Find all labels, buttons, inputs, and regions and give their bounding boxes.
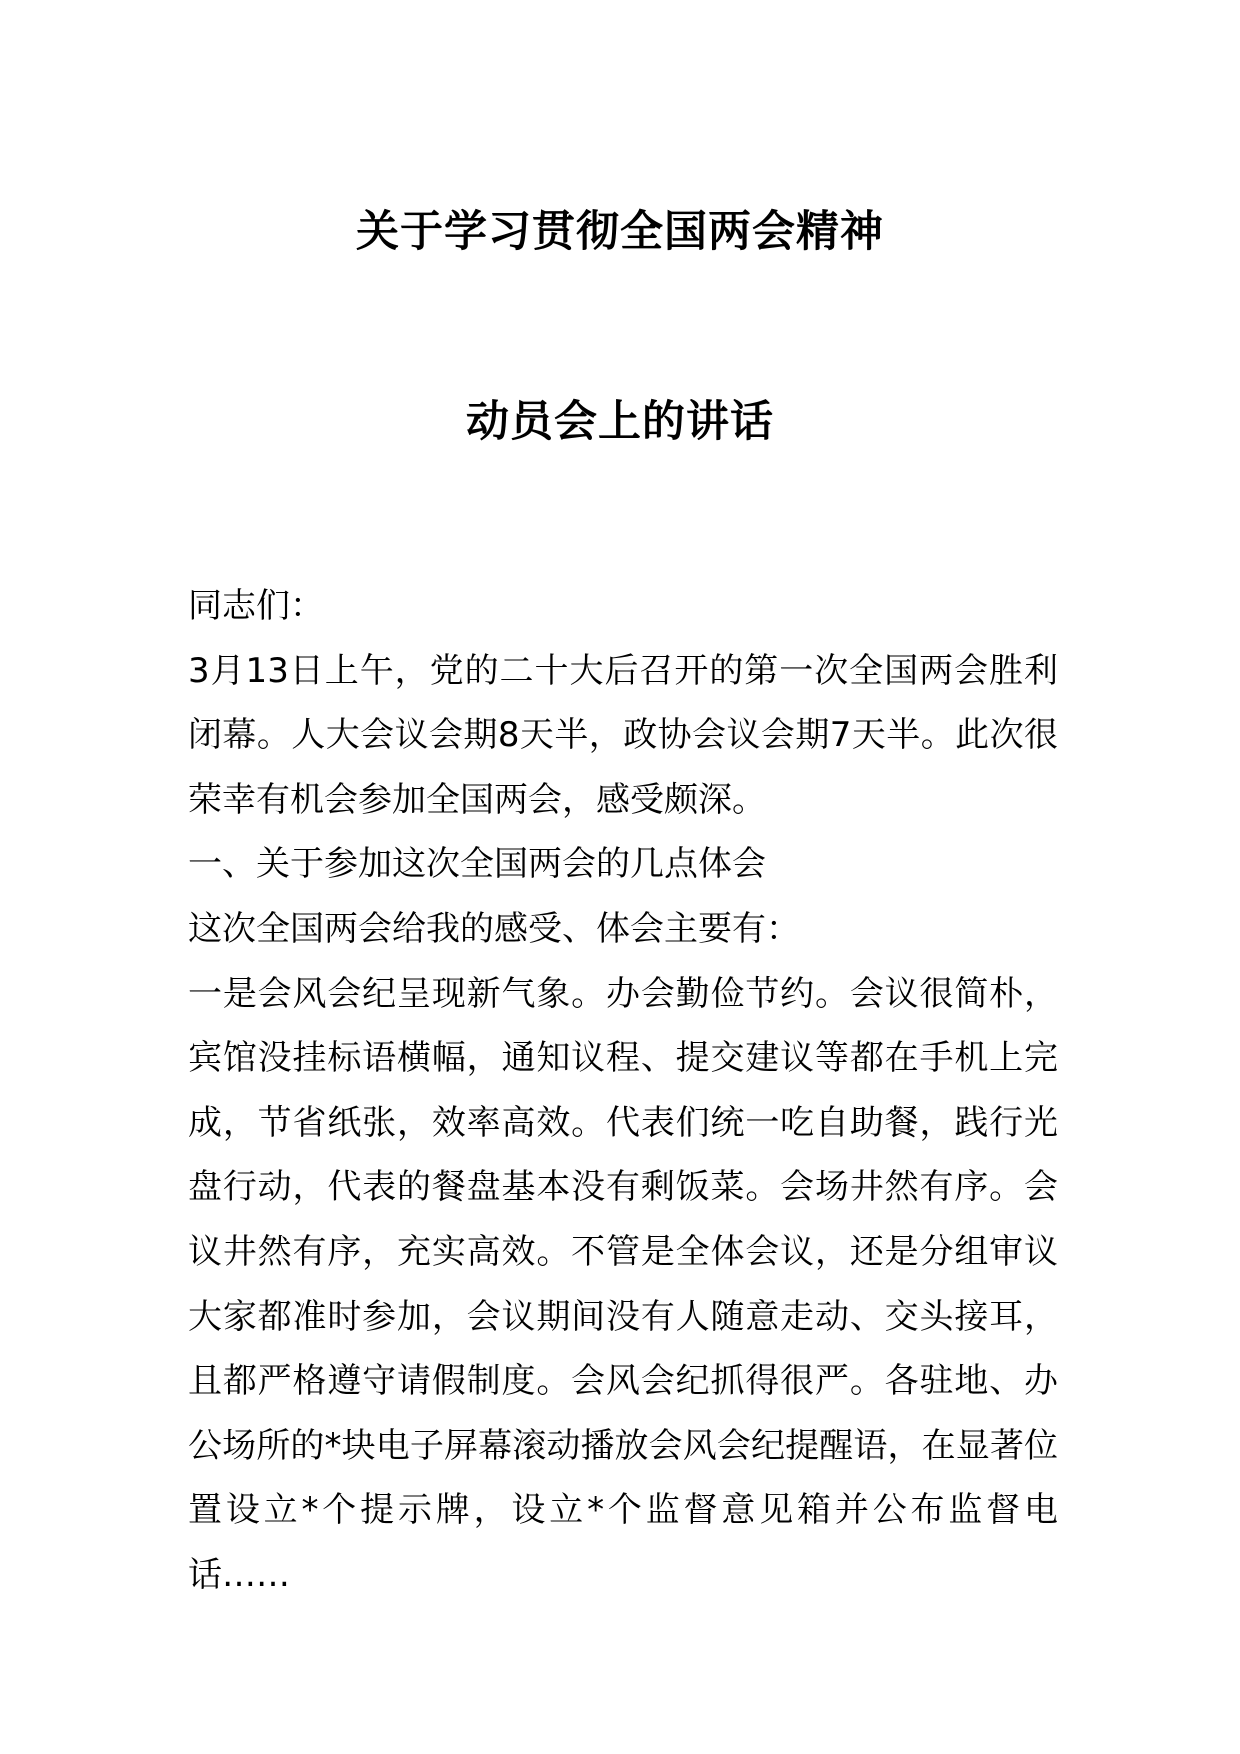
body-paragraph: 3月13日上午，党的二十大后召开的第一次全国两会胜利闭幕。人大会议会期8天半，政协会议会期7天半。此次很荣幸有机会参加全国两会，感受颇深。 (188, 650, 1058, 820)
body-paragraph: 一是会风会纪呈现新气象。办会勤俭节约。会议很简朴，宾馆没挂标语横幅，通知议程、提交建议等都在手机上完成，节省纸张，效率高效。代表们统一吃自助餐，践行光盘行动，代表的餐盘基本没有剩饭菜。会场井然有序。会议井然有序，充实高效。不管是全体会议，还是分组审议大家都准时参加，会议期间没有人随意走动、交头接耳，且都严格遵守请假制度。会风会纪抓得很严。各驻地、办公场所的*块电子屏幕滚动播放会风会纪提醒语，在显著位置设立*个提示牌，设立*个监督意见箱并公布监督电话…… (188, 973, 1058, 1595)
salutation: 同志们： (188, 586, 324, 626)
body-paragraph: 这次全国两会给我的感受、体会主要有： (188, 908, 800, 949)
document-title-line-1: 关于学习贯彻全国两会精神 (356, 207, 884, 257)
document-title-line-2: 动员会上的讲话 (466, 397, 774, 447)
document-body (188, 574, 1058, 1608)
section-heading: 一、关于参加这次全国两会的几点体会 (188, 844, 766, 885)
